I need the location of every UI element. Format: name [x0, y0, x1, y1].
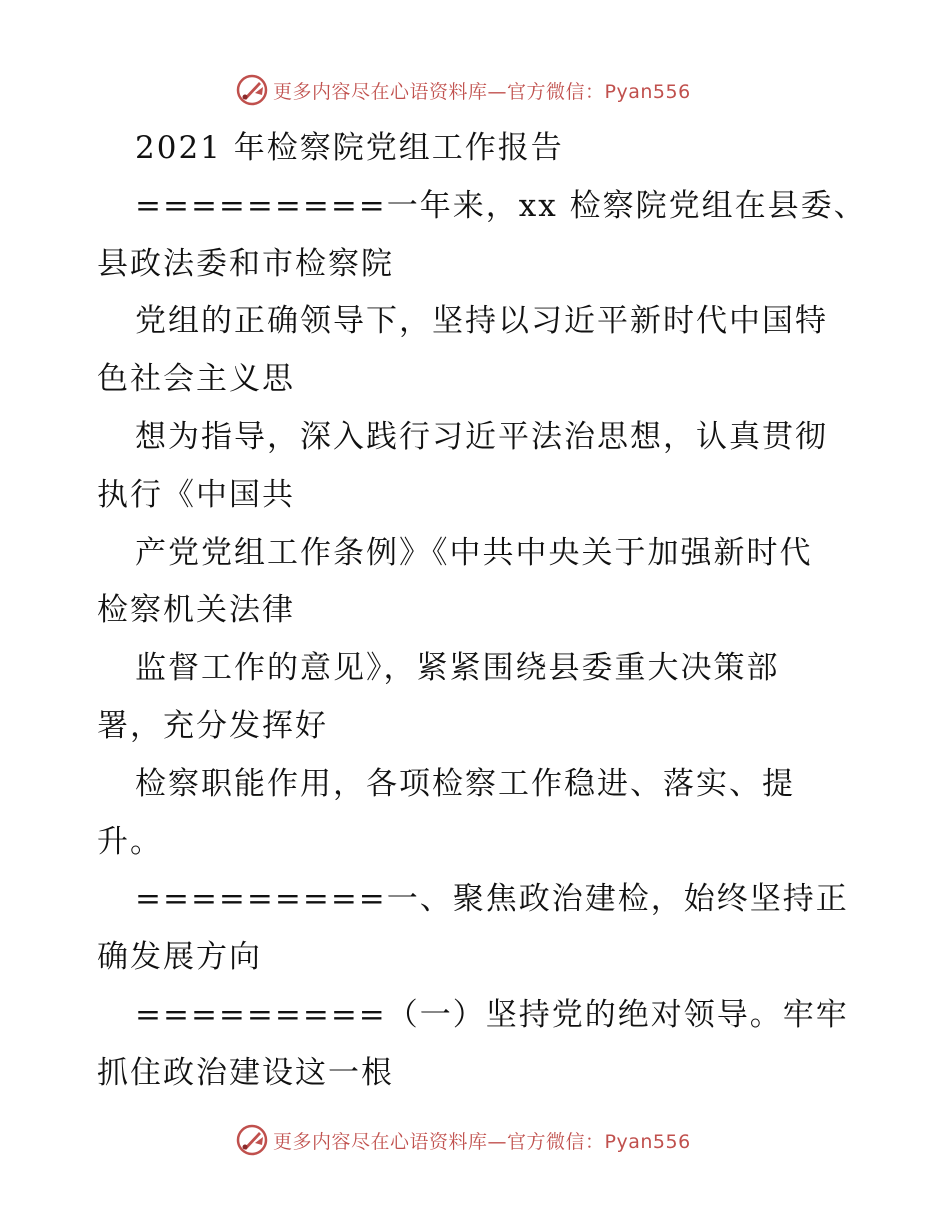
footer-banner-text: 更多内容尽在心语资料库—官方微信：Pyan556 [273, 1130, 691, 1153]
text-line: 升。 [97, 823, 163, 860]
text-line: 想为指导，深入践行习近平法治思想，认真贯彻 [135, 418, 828, 455]
section-heading-line: 确发展方向 [97, 939, 262, 976]
footer-banner [235, 1122, 691, 1158]
subsection-heading-line: =========（一）坚持党的绝对领导。牢牢 [135, 996, 849, 1033]
text-line: 抓住政治建设这一根 [97, 1054, 394, 1091]
text-line: 党组的正确领导下，坚持以习近平新时代中国特 [135, 303, 828, 340]
text-line: 署，充分发挥好 [97, 707, 328, 744]
text-line: 检察职能作用，各项检察工作稳进、落实、提 [135, 765, 795, 802]
text-line: 产党党组工作条例》《中共中央关于加强新时代 [135, 534, 813, 571]
header-banner [235, 72, 691, 108]
text-line: 执行《中国共 [97, 476, 295, 513]
text-line: 县政法委和市检察院 [97, 245, 394, 282]
text-line: 检察机关法律 [97, 592, 295, 629]
quill-logo-icon [235, 73, 269, 107]
document-body [97, 120, 867, 1103]
header-banner-text: 更多内容尽在心语资料库—官方微信：Pyan556 [273, 80, 691, 103]
text-line: =========一年来，xx 检察院党组在县委、 [135, 187, 867, 224]
text-line: 监督工作的意见》，紧紧围绕县委重大决策部 [135, 650, 780, 687]
quill-logo-icon [235, 1123, 269, 1157]
section-heading-line: =========一、聚焦政治建检，始终坚持正 [135, 881, 849, 918]
document-title: 2021 年检察院党组工作报告 [135, 130, 564, 166]
text-line: 色社会主义思 [97, 361, 295, 398]
